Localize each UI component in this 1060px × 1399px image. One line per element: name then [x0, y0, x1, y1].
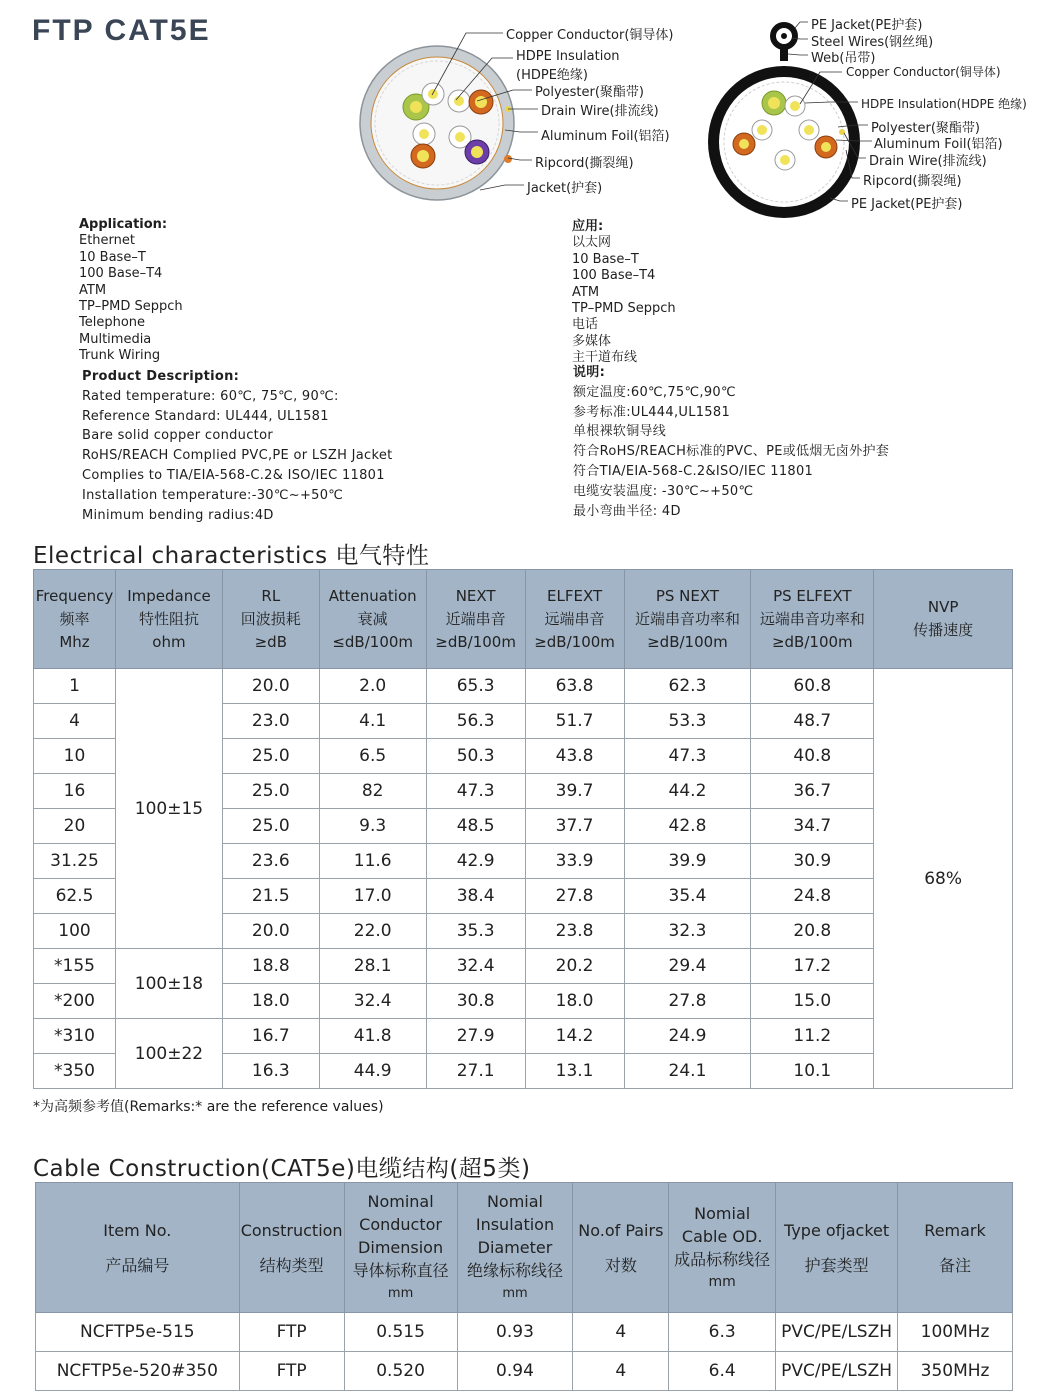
cell-attenuation: 22.0: [319, 914, 426, 949]
cell-attenuation: 9.3: [319, 809, 426, 844]
cell-ps-next: 47.3: [624, 739, 751, 774]
cell-pairs: 4: [573, 1352, 669, 1391]
cell-construction: FTP: [239, 1313, 344, 1352]
product-description-en-item: Reference Standard: UL444, UL1581: [82, 408, 329, 424]
label-pe-jacket-top: PE Jacket(PE护套): [811, 18, 923, 33]
cell-ps-elfext: 11.2: [751, 1019, 874, 1054]
product-description-en-item: Installation temperature:-30℃~+50℃: [82, 487, 344, 503]
cell-ps-elfext: 10.1: [751, 1054, 874, 1089]
application-en-heading: Application:: [79, 217, 168, 232]
cell-frequency: 20: [34, 809, 116, 844]
cell-attenuation: 44.9: [319, 1054, 426, 1089]
product-description-en-heading: Product Description:: [82, 369, 240, 384]
cell-cable-od: 6.3: [669, 1313, 776, 1352]
product-description-en: [82, 367, 393, 525]
application-cn: [572, 219, 676, 367]
application-cn-item: 多媒体: [572, 333, 612, 349]
application-en-item: ATM: [79, 282, 107, 298]
cell-ps-next: 62.3: [624, 669, 751, 704]
application-cn-item: 电话: [572, 317, 599, 333]
header-ps-elfext: PS ELFEXT 远端串音功率和 ≥dB/100m: [751, 570, 874, 669]
cell-remark: 350MHz: [898, 1352, 1013, 1391]
cell-elfext: 63.8: [525, 669, 624, 704]
cell-impedance: 100±18: [115, 949, 222, 1019]
cell-rl: 20.0: [222, 669, 319, 704]
cell-next: 47.3: [426, 774, 525, 809]
cell-next: 30.8: [426, 984, 525, 1019]
cell-ps-next: 44.2: [624, 774, 751, 809]
cell-attenuation: 32.4: [319, 984, 426, 1019]
cell-ps-next: 29.4: [624, 949, 751, 984]
application-en-item: Telephone: [79, 315, 146, 331]
cell-attenuation: 2.0: [319, 669, 426, 704]
application-cn-item: 以太网: [572, 235, 612, 251]
cell-frequency: 1: [34, 669, 116, 704]
header-rl: RL 回波损耗 ≥dB: [222, 570, 319, 669]
cell-elfext: 23.8: [525, 914, 624, 949]
application-en-item: TP–PMD Seppch: [79, 299, 183, 315]
label-copper-conductor: Copper Conductor(铜导体): [506, 28, 674, 43]
label-ripcord-right: Ripcord(撕裂绳): [863, 174, 962, 189]
cell-ps-next: 35.4: [624, 879, 751, 914]
product-description-cn-item: 电缆安装温度: -30℃~+50℃: [573, 483, 754, 499]
product-description-en-item: Minimum bending radius:4D: [82, 507, 274, 523]
cell-ps-next: 53.3: [624, 704, 751, 739]
cell-next: 48.5: [426, 809, 525, 844]
label-jacket: Jacket(护套): [527, 181, 603, 196]
header-cable-od: Nomial Cable OD. 成品标称线径 mm: [669, 1183, 776, 1313]
cell-attenuation: 11.6: [319, 844, 426, 879]
cell-pairs: 4: [573, 1313, 669, 1352]
application-cn-item: ATM: [572, 284, 600, 300]
cell-elfext: 13.1: [525, 1054, 624, 1089]
cell-rl: 23.0: [222, 704, 319, 739]
application-en-item: Ethernet: [79, 233, 135, 249]
header-frequency: Frequency 频率 Mhz: [34, 570, 116, 669]
cell-jacket-type: PVC/PE/LSZH: [776, 1313, 898, 1352]
cell-ps-next: 42.8: [624, 809, 751, 844]
header-conductor-dimension: Nominal Conductor Dimension 导体标称直径 mm: [344, 1183, 457, 1313]
cell-elfext: 14.2: [525, 1019, 624, 1054]
cell-rl: 25.0: [222, 739, 319, 774]
cell-frequency: *350: [34, 1054, 116, 1089]
header-next: NEXT 近端串音 ≥dB/100m: [426, 570, 525, 669]
cell-next: 56.3: [426, 704, 525, 739]
cell-jacket-type: PVC/PE/LSZH: [776, 1352, 898, 1391]
cell-ps-elfext: 40.8: [751, 739, 874, 774]
table-row: [34, 669, 1013, 704]
cell-frequency: *155: [34, 949, 116, 984]
label-ripcord: Ripcord(撕裂绳): [535, 156, 634, 171]
application-en-item: 100 Base–T4: [79, 266, 163, 282]
label-polyester-right: Polyester(聚酯带): [871, 121, 980, 136]
cell-conductor-dimension: 0.520: [344, 1352, 457, 1391]
cell-item-no: NCFTP5e-515: [36, 1313, 240, 1352]
product-description-en-item: Rated temperature: 60℃, 75℃, 90℃:: [82, 388, 339, 404]
cell-conductor-dimension: 0.515: [344, 1313, 457, 1352]
product-description-cn-item: 额定温度:60℃,75℃,90℃: [573, 384, 736, 400]
cell-elfext: 18.0: [525, 984, 624, 1019]
cell-next: 32.4: [426, 949, 525, 984]
label-hdpe-insulation-cn: (HDPE绝缘): [516, 68, 588, 83]
cell-next: 42.9: [426, 844, 525, 879]
cell-attenuation: 41.8: [319, 1019, 426, 1054]
cell-rl: 16.3: [222, 1054, 319, 1089]
application-cn-item: 10 Base–T: [572, 251, 639, 267]
header-pairs: No.of Pairs 对数: [573, 1183, 669, 1313]
cell-frequency: 10: [34, 739, 116, 774]
cell-rl: 18.0: [222, 984, 319, 1019]
table-row: [34, 949, 1013, 984]
product-description-cn-item: 最小弯曲半径: 4D: [573, 503, 681, 519]
cell-frequency: 31.25: [34, 844, 116, 879]
label-pe-jacket-bottom: PE Jacket(PE护套): [851, 197, 963, 212]
cell-rl: 18.8: [222, 949, 319, 984]
cell-elfext: 33.9: [525, 844, 624, 879]
cell-attenuation: 4.1: [319, 704, 426, 739]
cell-cable-od: 6.4: [669, 1352, 776, 1391]
application-cn-heading: 应用:: [572, 219, 604, 234]
product-description-en-item: RoHS/REACH Complied PVC,PE or LSZH Jacket: [82, 448, 393, 464]
page-title: FTP CAT5E: [32, 14, 211, 47]
cable-construction-heading: Cable Construction(CAT5e)电缆结构(超5类): [33, 1156, 531, 1182]
cell-ps-next: 32.3: [624, 914, 751, 949]
cell-next: 65.3: [426, 669, 525, 704]
table-row: [36, 1352, 1013, 1391]
cell-impedance: 100±15: [115, 669, 222, 949]
cell-elfext: 27.8: [525, 879, 624, 914]
electrical-characteristics-heading: Electrical characteristics 电气特性: [33, 543, 430, 569]
cell-rl: 25.0: [222, 774, 319, 809]
cell-next: 27.9: [426, 1019, 525, 1054]
label-hdpe-insulation: HDPE Insulation: [516, 49, 620, 64]
header-jacket-type: Type ofjacket 护套类型: [776, 1183, 898, 1313]
cell-frequency: *200: [34, 984, 116, 1019]
product-description-cn-item: 单根裸软铜导线: [573, 424, 667, 440]
cell-next: 35.3: [426, 914, 525, 949]
application-en-item: Trunk Wiring: [79, 348, 161, 364]
cell-frequency: 62.5: [34, 879, 116, 914]
product-description-en-item: Bare solid copper conductor: [82, 428, 273, 444]
cell-next: 27.1: [426, 1054, 525, 1089]
application-en-item: Multimedia: [79, 331, 152, 347]
cell-ps-elfext: 30.9: [751, 844, 874, 879]
cell-frequency: 4: [34, 704, 116, 739]
cell-ps-elfext: 17.2: [751, 949, 874, 984]
cell-frequency: *310: [34, 1019, 116, 1054]
header-nvp: NVP 传播速度: [874, 570, 1013, 669]
cell-rl: 21.5: [222, 879, 319, 914]
cell-nvp: 68%: [874, 669, 1013, 1089]
header-impedance: Impedance 特性阻抗 ohm: [115, 570, 222, 669]
label-drain-wire: Drain Wire(排流线): [541, 104, 659, 119]
cell-ps-elfext: 24.8: [751, 879, 874, 914]
header-attenuation: Attenuation 衰减 ≤dB/100m: [319, 570, 426, 669]
cell-ps-elfext: 48.7: [751, 704, 874, 739]
application-en: [79, 217, 183, 365]
cell-ps-next: 24.1: [624, 1054, 751, 1089]
cell-construction: FTP: [239, 1352, 344, 1391]
cell-ps-elfext: 60.8: [751, 669, 874, 704]
cell-elfext: 20.2: [525, 949, 624, 984]
cell-attenuation: 82: [319, 774, 426, 809]
cell-rl: 16.7: [222, 1019, 319, 1054]
product-description-cn-item: 参考标准:UL444,UL1581: [573, 404, 731, 420]
cable-construction-table: [35, 1182, 1013, 1391]
cell-insulation-diameter: 0.94: [457, 1352, 573, 1391]
label-polyester: Polyester(聚酯带): [535, 85, 644, 100]
application-cn-item: TP–PMD Seppch: [572, 301, 676, 317]
cell-next: 50.3: [426, 739, 525, 774]
product-description-cn: [573, 363, 889, 521]
cell-ps-next: 39.9: [624, 844, 751, 879]
cell-rl: 23.6: [222, 844, 319, 879]
label-aluminum-foil-right: Aluminum Foil(铝箔): [874, 137, 1003, 152]
cell-ps-next: 27.8: [624, 984, 751, 1019]
cell-insulation-diameter: 0.93: [457, 1313, 573, 1352]
product-description-cn-item: 符合TIA/EIA-568-C.2&ISO/IEC 11801: [573, 463, 814, 479]
reference-values-note: *为高频参考值(Remarks:* are the reference values): [33, 1099, 384, 1115]
table-row: [34, 1019, 1013, 1054]
product-description-cn-item: 符合RoHS/REACH标准的PVC、PE或低烟无卤外护套: [573, 444, 890, 460]
table-row: [36, 1313, 1013, 1352]
cell-attenuation: 28.1: [319, 949, 426, 984]
electrical-characteristics-table: [33, 569, 1013, 1089]
application-cn-item: 100 Base–T4: [572, 268, 656, 284]
label-aluminum-foil: Aluminum Foil(铝箔): [541, 129, 670, 144]
cell-rl: 20.0: [222, 914, 319, 949]
cell-impedance: 100±22: [115, 1019, 222, 1089]
label-copper-conductor-right: Copper Conductor(铜导体): [846, 65, 1001, 79]
header-remark: Remark 备注: [898, 1183, 1013, 1313]
label-hdpe-insulation-right: HDPE Insulation(HDPE 绝缘): [861, 97, 1027, 111]
cell-frequency: 16: [34, 774, 116, 809]
header-construction: Construction 结构类型: [239, 1183, 344, 1313]
cell-ps-elfext: 15.0: [751, 984, 874, 1019]
cell-elfext: 43.8: [525, 739, 624, 774]
header-item-no: Item No. 产品编号: [36, 1183, 240, 1313]
header-elfext: ELFEXT 远端串音 ≥dB/100m: [525, 570, 624, 669]
label-steel-wires: Steel Wires(钢丝绳): [811, 35, 934, 50]
cell-attenuation: 6.5: [319, 739, 426, 774]
product-description-cn-heading: 说明:: [573, 365, 606, 380]
application-en-item: 10 Base–T: [79, 249, 146, 265]
cell-next: 38.4: [426, 879, 525, 914]
header-ps-next: PS NEXT 近端串音功率和 ≥dB/100m: [624, 570, 751, 669]
product-description-en-item: Complies to TIA/EIA-568-C.2& ISO/IEC 11801: [82, 467, 385, 483]
header-insulation-diameter: Nomial Insulation Diameter 绝缘标称线径 mm: [457, 1183, 573, 1313]
cell-attenuation: 17.0: [319, 879, 426, 914]
cell-ps-elfext: 34.7: [751, 809, 874, 844]
cell-ps-next: 24.9: [624, 1019, 751, 1054]
cell-frequency: 100: [34, 914, 116, 949]
cell-rl: 25.0: [222, 809, 319, 844]
cell-remark: 100MHz: [898, 1313, 1013, 1352]
cell-ps-elfext: 36.7: [751, 774, 874, 809]
application-cn-item: 主干道布线: [572, 350, 638, 366]
cell-ps-elfext: 20.8: [751, 914, 874, 949]
label-drain-wire-right: Drain Wire(排流线): [869, 154, 987, 169]
cell-elfext: 37.7: [525, 809, 624, 844]
cell-item-no: NCFTP5e-520#350: [36, 1352, 240, 1391]
cell-elfext: 51.7: [525, 704, 624, 739]
cell-elfext: 39.7: [525, 774, 624, 809]
label-web: Web(吊带): [811, 51, 876, 66]
